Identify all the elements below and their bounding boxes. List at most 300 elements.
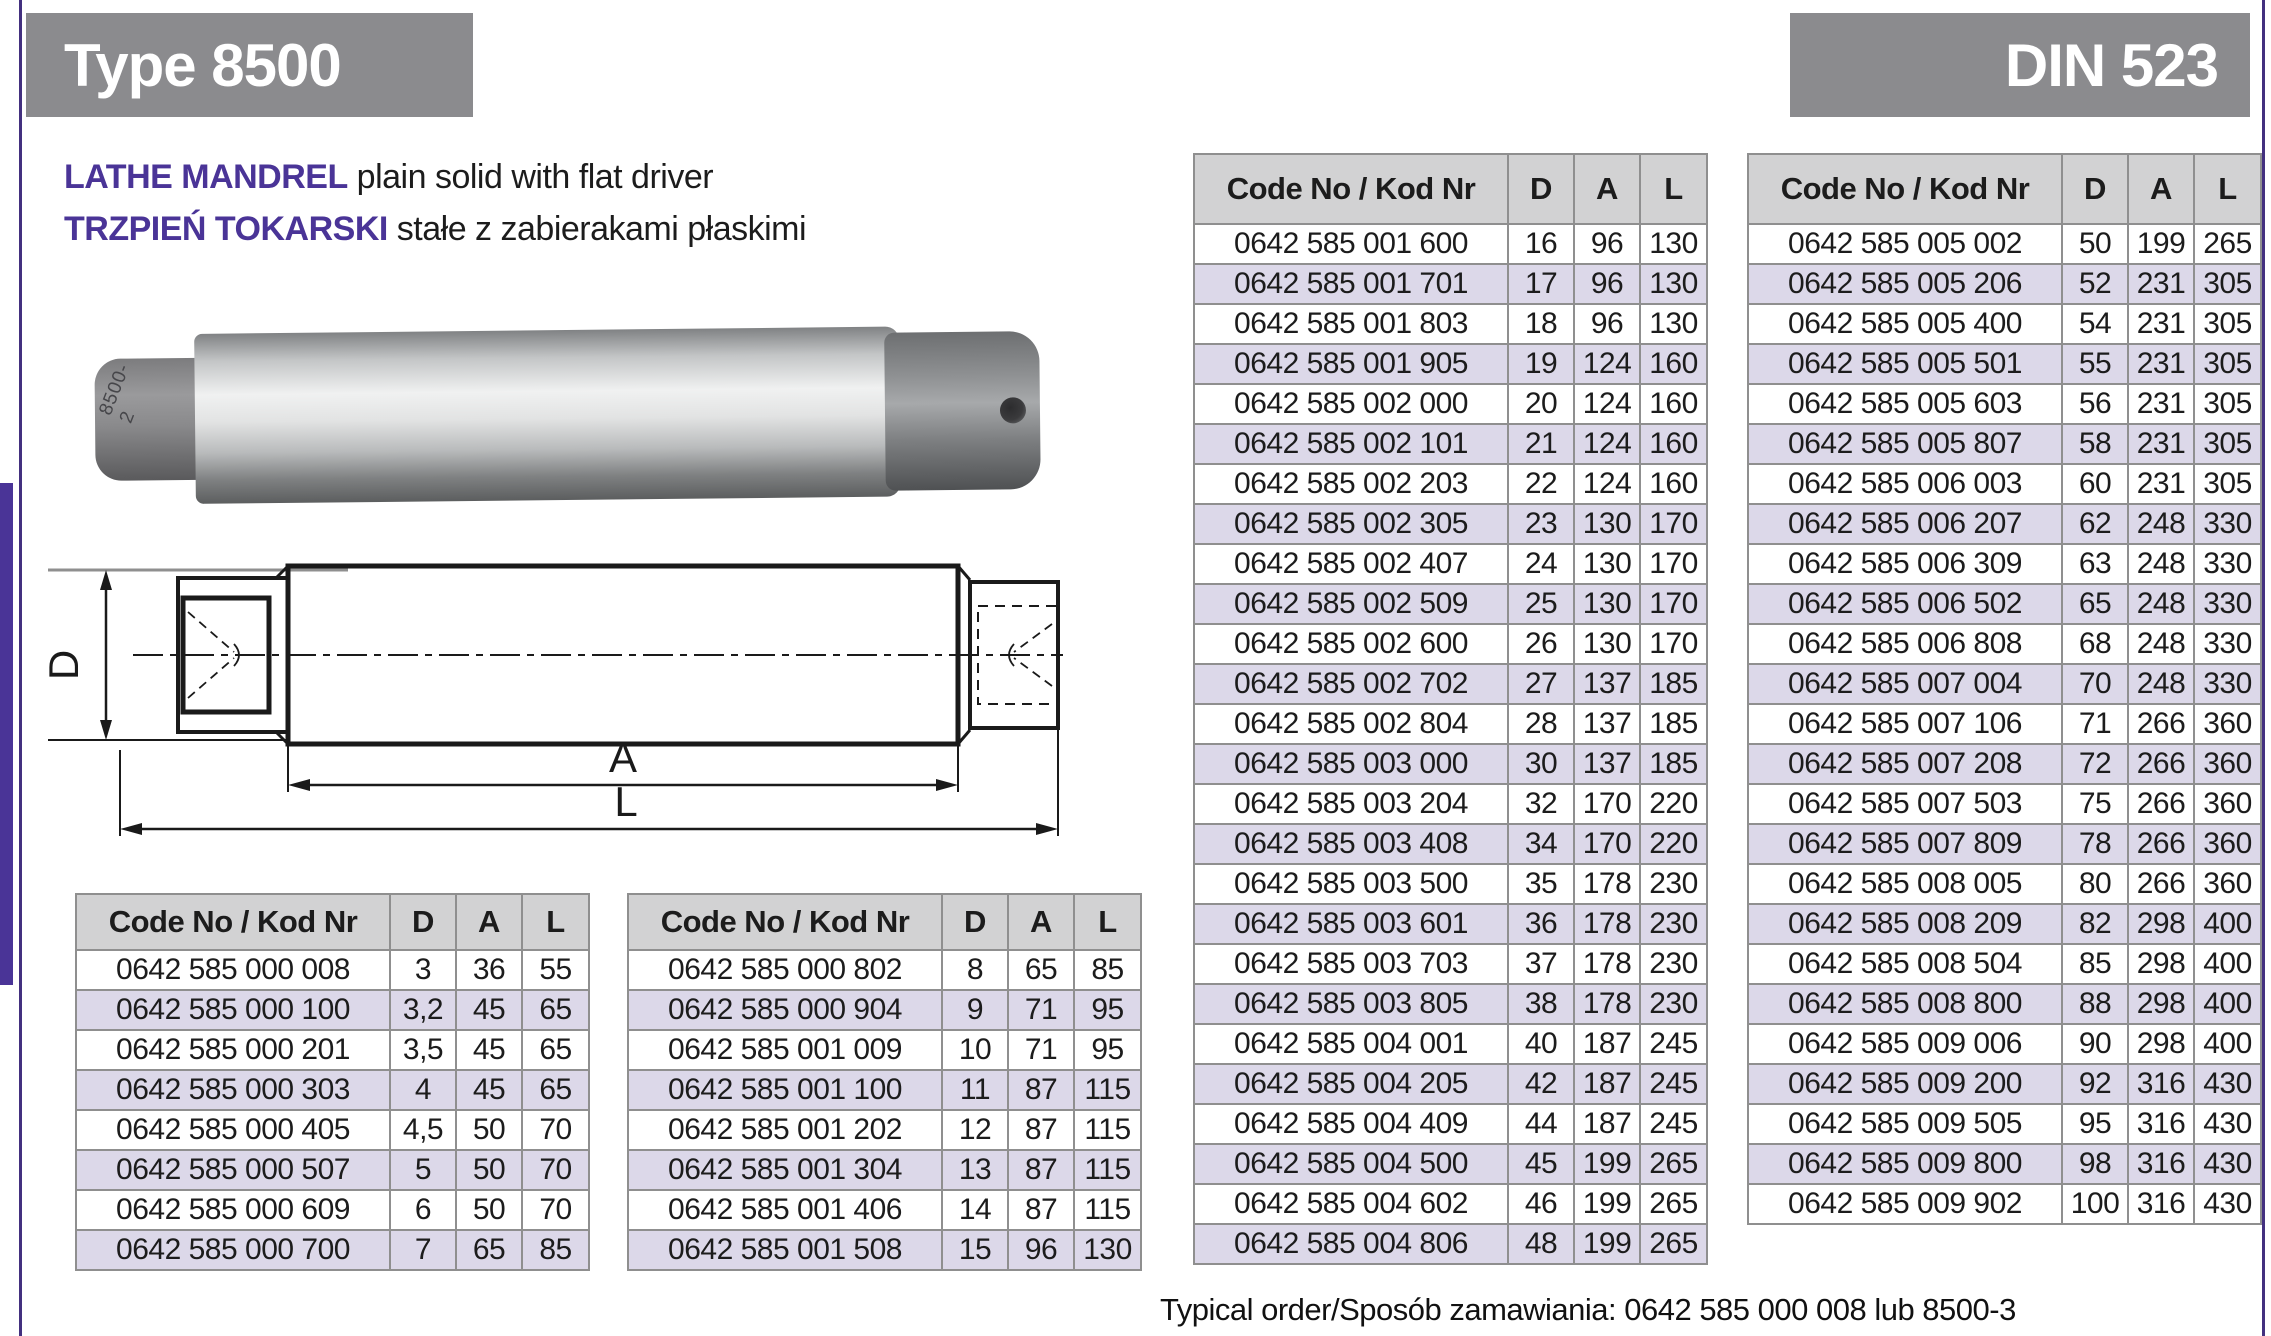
table-cell-code: 0642 585 004 806 [1194,1224,1508,1264]
table-cell-a: 248 [2128,584,2194,624]
table-cell-l: 170 [1640,544,1707,584]
table-cell-a: 124 [1574,424,1640,464]
table-cell-code: 0642 585 005 603 [1748,384,2062,424]
table-cell-code: 0642 585 007 809 [1748,824,2062,864]
table-cell-l: 330 [2194,624,2261,664]
table-cell-code: 0642 585 009 505 [1748,1104,2062,1144]
table-cell-l: 265 [1640,1224,1707,1264]
table-cell-a: 124 [1574,464,1640,504]
table-row [1748,384,2261,424]
table-cell-a: 87 [1008,1070,1074,1110]
column-header-code: Code No / Kod Nr [1194,154,1508,224]
table-cell-l: 160 [1640,384,1707,424]
table-cell-a: 178 [1574,904,1640,944]
table-row [76,1110,589,1150]
table-cell-a: 187 [1574,1024,1640,1064]
table-cell-l: 95 [1074,990,1141,1030]
table-cell-l: 360 [2194,824,2261,864]
table-row [1748,584,2261,624]
table-row [1194,544,1707,584]
table-cell-d: 95 [2062,1104,2128,1144]
table-cell-l: 360 [2194,864,2261,904]
table-cell-l: 245 [1640,1024,1707,1064]
table-row [628,1190,1141,1230]
column-header-d: D [942,894,1008,950]
table-cell-a: 65 [456,1230,522,1270]
table-row [1194,704,1707,744]
table-cell-a: 45 [456,1030,522,1070]
table-cell-a: 231 [2128,344,2194,384]
table-row [1748,704,2261,744]
table-cell-code: 0642 585 002 000 [1194,384,1508,424]
table-row [1748,824,2261,864]
table-row [1194,864,1707,904]
table-header-row [628,894,1141,950]
table-cell-l: 230 [1640,944,1707,984]
product-title-en [64,158,713,197]
table-row [1194,1024,1707,1064]
table-row [628,1030,1141,1070]
table-cell-a: 124 [1574,384,1640,424]
table-cell-code: 0642 585 001 600 [1194,224,1508,264]
table-cell-d: 4,5 [390,1110,456,1150]
table-row [1194,304,1707,344]
column-header-d: D [2062,154,2128,224]
product-name-en: LATHE MANDREL [64,158,348,196]
table-cell-l: 305 [2194,424,2261,464]
table-header-row [76,894,589,950]
table-cell-l: 265 [2194,224,2261,264]
table-cell-d: 22 [1508,464,1574,504]
table-cell-l: 245 [1640,1104,1707,1144]
table-row [1748,984,2261,1024]
table-cell-l: 160 [1640,424,1707,464]
table-cell-d: 46 [1508,1184,1574,1224]
table-cell-code: 0642 585 006 808 [1748,624,2062,664]
table-cell-code: 0642 585 006 502 [1748,584,2062,624]
table-cell-l: 220 [1640,784,1707,824]
table-cell-code: 0642 585 004 602 [1194,1184,1508,1224]
table-cell-code: 0642 585 000 802 [628,950,942,990]
table-cell-code: 0642 585 000 609 [76,1190,390,1230]
table-cell-l: 95 [1074,1030,1141,1070]
table-row [76,1150,589,1190]
table-cell-l: 115 [1074,1190,1141,1230]
table-cell-l: 170 [1640,584,1707,624]
column-header-d: D [1508,154,1574,224]
table-cell-a: 266 [2128,824,2194,864]
table-cell-l: 85 [1074,950,1141,990]
table-cell-l: 55 [522,950,589,990]
table-cell-l: 160 [1640,464,1707,504]
table-cell-l: 130 [1640,304,1707,344]
table-cell-code: 0642 585 006 309 [1748,544,2062,584]
table-cell-code: 0642 585 007 503 [1748,784,2062,824]
table-cell-code: 0642 585 001 508 [628,1230,942,1270]
table-row [76,990,589,1030]
table-cell-code: 0642 585 008 005 [1748,864,2062,904]
table-cell-a: 137 [1574,744,1640,784]
table-cell-code: 0642 585 004 500 [1194,1144,1508,1184]
table-cell-d: 28 [1508,704,1574,744]
table-cell-d: 88 [2062,984,2128,1024]
column-header-a: A [1008,894,1074,950]
table-cell-a: 130 [1574,504,1640,544]
table-cell-l: 400 [2194,1024,2261,1064]
table-cell-code: 0642 585 004 409 [1194,1104,1508,1144]
table-cell-d: 80 [2062,864,2128,904]
table-cell-a: 316 [2128,1144,2194,1184]
purple-accent-bar [0,483,13,985]
table-cell-d: 36 [1508,904,1574,944]
table-row [1748,744,2261,784]
table-cell-l: 185 [1640,664,1707,704]
table-cell-d: 65 [2062,584,2128,624]
table-cell-a: 137 [1574,664,1640,704]
table-cell-code: 0642 585 002 101 [1194,424,1508,464]
product-desc-en: plain solid with flat driver [347,158,714,196]
table-row [1194,1184,1707,1224]
table-row [1748,944,2261,984]
table-cell-a: 298 [2128,944,2194,984]
table-cell-code: 0642 585 001 905 [1194,344,1508,384]
table-cell-l: 65 [522,1030,589,1070]
table-cell-code: 0642 585 009 800 [1748,1144,2062,1184]
column-header-l: L [1074,894,1141,950]
table-cell-code: 0642 585 002 600 [1194,624,1508,664]
table-cell-code: 0642 585 003 601 [1194,904,1508,944]
table-cell-d: 3,5 [390,1030,456,1070]
table-cell-l: 430 [2194,1184,2261,1224]
table-cell-l: 65 [522,990,589,1030]
table-cell-a: 96 [1574,224,1640,264]
table-cell-code: 0642 585 002 509 [1194,584,1508,624]
table-cell-code: 0642 585 001 406 [628,1190,942,1230]
table-cell-d: 98 [2062,1144,2128,1184]
table-cell-d: 25 [1508,584,1574,624]
table-cell-d: 52 [2062,264,2128,304]
table-cell-a: 130 [1574,624,1640,664]
table-cell-a: 178 [1574,864,1640,904]
table-cell-d: 38 [1508,984,1574,1024]
table-cell-a: 199 [1574,1144,1640,1184]
table-cell-code: 0642 585 003 500 [1194,864,1508,904]
table-cell-a: 298 [2128,904,2194,944]
table-row [1748,1104,2261,1144]
column-header-l: L [522,894,589,950]
table-cell-a: 231 [2128,464,2194,504]
table-cell-code: 0642 585 009 200 [1748,1064,2062,1104]
table-cell-d: 26 [1508,624,1574,664]
table-cell-d: 42 [1508,1064,1574,1104]
table-cell-a: 316 [2128,1104,2194,1144]
table-cell-a: 45 [456,990,522,1030]
table-cell-code: 0642 585 003 000 [1194,744,1508,784]
table-cell-d: 27 [1508,664,1574,704]
table-cell-code: 0642 585 000 303 [76,1070,390,1110]
table-row [1748,1144,2261,1184]
photo-marking: 8500-2 [95,360,140,427]
table-cell-code: 0642 585 006 207 [1748,504,2062,544]
product-title-pl [64,210,806,249]
size-table-4 [1747,153,2262,1225]
table-cell-l: 430 [2194,1104,2261,1144]
column-header-d: D [390,894,456,950]
table-cell-l: 130 [1074,1230,1141,1270]
table-cell-a: 231 [2128,304,2194,344]
table-cell-d: 68 [2062,624,2128,664]
photo-cylinder-body [194,327,901,504]
product-photo [94,325,1041,505]
table-cell-a: 316 [2128,1064,2194,1104]
table-row [1748,664,2261,704]
table-cell-d: 3,2 [390,990,456,1030]
table-row [1194,664,1707,704]
dim-label-l: L [614,778,638,825]
table-cell-l: 160 [1640,344,1707,384]
table-cell-d: 54 [2062,304,2128,344]
table-cell-l: 65 [522,1070,589,1110]
table-header-row [1748,154,2261,224]
table-cell-d: 75 [2062,784,2128,824]
table-cell-d: 11 [942,1070,1008,1110]
table-row [76,1230,589,1270]
table-cell-d: 55 [2062,344,2128,384]
table-cell-d: 62 [2062,504,2128,544]
table-cell-code: 0642 585 001 304 [628,1150,942,1190]
table-cell-code: 0642 585 007 208 [1748,744,2062,784]
table-cell-d: 85 [2062,944,2128,984]
table-cell-a: 199 [1574,1184,1640,1224]
table-cell-l: 230 [1640,864,1707,904]
table-header-row [1194,154,1707,224]
table-cell-code: 0642 585 006 003 [1748,464,2062,504]
table-cell-l: 305 [2194,344,2261,384]
table-cell-code: 0642 585 005 002 [1748,224,2062,264]
table-cell-a: 298 [2128,984,2194,1024]
table-cell-a: 266 [2128,784,2194,824]
table-cell-a: 316 [2128,1184,2194,1224]
table-row [1194,344,1707,384]
table-cell-a: 50 [456,1150,522,1190]
table-cell-a: 87 [1008,1110,1074,1150]
table-cell-l: 230 [1640,984,1707,1024]
table-cell-l: 245 [1640,1064,1707,1104]
table-cell-d: 12 [942,1110,1008,1150]
size-table-3 [1193,153,1708,1265]
table-row [1748,1024,2261,1064]
table-cell-code: 0642 585 000 201 [76,1030,390,1070]
table-cell-l: 430 [2194,1144,2261,1184]
table-cell-code: 0642 585 005 807 [1748,424,2062,464]
table-cell-d: 6 [390,1190,456,1230]
table-cell-d: 58 [2062,424,2128,464]
table-cell-a: 45 [456,1070,522,1110]
table-cell-a: 170 [1574,824,1640,864]
table-cell-a: 130 [1574,584,1640,624]
column-header-a: A [1574,154,1640,224]
table-cell-a: 87 [1008,1190,1074,1230]
table-cell-a: 231 [2128,264,2194,304]
table-row [1194,1104,1707,1144]
table-cell-l: 70 [522,1150,589,1190]
table-row [1748,304,2261,344]
table-cell-d: 5 [390,1150,456,1190]
table-cell-d: 8 [942,950,1008,990]
table-cell-l: 230 [1640,904,1707,944]
table-row [1194,464,1707,504]
table-cell-l: 130 [1640,264,1707,304]
table-cell-code: 0642 585 002 804 [1194,704,1508,744]
table-cell-l: 170 [1640,504,1707,544]
table-row [628,1110,1141,1150]
table-cell-code: 0642 585 002 203 [1194,464,1508,504]
table-cell-d: 23 [1508,504,1574,544]
table-row [76,1070,589,1110]
table-cell-d: 30 [1508,744,1574,784]
table-cell-d: 82 [2062,904,2128,944]
product-name-pl: TRZPIEŃ TOKARSKI [64,210,388,248]
din-label: DIN 523 [2004,31,2218,99]
column-header-a: A [456,894,522,950]
table-cell-l: 400 [2194,944,2261,984]
table-cell-d: 20 [1508,384,1574,424]
table-cell-a: 65 [1008,950,1074,990]
table-cell-code: 0642 585 009 006 [1748,1024,2062,1064]
table-cell-code: 0642 585 003 204 [1194,784,1508,824]
table-cell-code: 0642 585 005 501 [1748,344,2062,384]
table-cell-l: 400 [2194,904,2261,944]
table-cell-l: 70 [522,1190,589,1230]
table-row [1194,264,1707,304]
table-cell-a: 187 [1574,1064,1640,1104]
table-cell-d: 21 [1508,424,1574,464]
table-cell-l: 115 [1074,1070,1141,1110]
table-cell-a: 137 [1574,704,1640,744]
table-cell-code: 0642 585 001 803 [1194,304,1508,344]
table-cell-l: 70 [522,1110,589,1150]
table-cell-l: 305 [2194,264,2261,304]
table-row [1748,424,2261,464]
table-cell-d: 45 [1508,1144,1574,1184]
table-cell-code: 0642 585 004 001 [1194,1024,1508,1064]
column-header-code: Code No / Kod Nr [76,894,390,950]
table-cell-code: 0642 585 003 408 [1194,824,1508,864]
table-cell-a: 178 [1574,944,1640,984]
table-cell-code: 0642 585 000 405 [76,1110,390,1150]
table-cell-l: 185 [1640,704,1707,744]
page-border-left [19,0,22,1336]
table-cell-code: 0642 585 008 800 [1748,984,2062,1024]
table-cell-a: 96 [1574,304,1640,344]
table-cell-code: 0642 585 009 902 [1748,1184,2062,1224]
column-header-a: A [2128,154,2194,224]
table-cell-d: 48 [1508,1224,1574,1264]
product-desc-pl: stałe z zabierakami płaskimi [387,210,807,248]
table-cell-a: 50 [456,1110,522,1150]
table-cell-d: 71 [2062,704,2128,744]
dim-label-a: A [608,734,638,781]
table-cell-code: 0642 585 008 209 [1748,904,2062,944]
table-cell-d: 44 [1508,1104,1574,1144]
table-row [1194,624,1707,664]
table-cell-l: 360 [2194,704,2261,744]
table-cell-d: 19 [1508,344,1574,384]
table-cell-code: 0642 585 005 206 [1748,264,2062,304]
table-cell-d: 34 [1508,824,1574,864]
table-row [76,1030,589,1070]
table-row [1748,544,2261,584]
table-cell-code: 0642 585 001 100 [628,1070,942,1110]
type-header-box [26,13,473,117]
table-row [1194,824,1707,864]
table-cell-a: 199 [2128,224,2194,264]
table-cell-d: 4 [390,1070,456,1110]
table-cell-l: 185 [1640,744,1707,784]
table-row [1194,944,1707,984]
table-cell-code: 0642 585 000 700 [76,1230,390,1270]
table-row [1748,464,2261,504]
table-row [1748,264,2261,304]
table-cell-a: 266 [2128,704,2194,744]
table-cell-d: 60 [2062,464,2128,504]
table-row [1748,1184,2261,1224]
table-cell-d: 9 [942,990,1008,1030]
size-table-2 [627,893,1142,1271]
table-cell-code: 0642 585 008 504 [1748,944,2062,984]
table-cell-d: 24 [1508,544,1574,584]
table-cell-d: 90 [2062,1024,2128,1064]
table-cell-code: 0642 585 007 004 [1748,664,2062,704]
table-row [628,950,1141,990]
table-cell-a: 124 [1574,344,1640,384]
table-row [1194,424,1707,464]
table-cell-d: 40 [1508,1024,1574,1064]
table-row [1194,1224,1707,1264]
table-cell-a: 50 [456,1190,522,1230]
table-cell-l: 170 [1640,624,1707,664]
table-cell-d: 18 [1508,304,1574,344]
column-header-code: Code No / Kod Nr [1748,154,2062,224]
table-row [1194,784,1707,824]
column-header-l: L [1640,154,1707,224]
table-cell-l: 305 [2194,464,2261,504]
table-cell-l: 360 [2194,784,2261,824]
table-cell-code: 0642 585 000 008 [76,950,390,990]
table-row [1748,224,2261,264]
table-cell-d: 72 [2062,744,2128,784]
table-cell-d: 32 [1508,784,1574,824]
table-cell-l: 220 [1640,824,1707,864]
table-cell-d: 15 [942,1230,1008,1270]
table-row [628,1230,1141,1270]
technical-drawing [38,540,1068,840]
table-cell-d: 35 [1508,864,1574,904]
table-cell-a: 130 [1574,544,1640,584]
table-cell-a: 266 [2128,864,2194,904]
table-cell-code: 0642 585 002 305 [1194,504,1508,544]
table-cell-l: 305 [2194,304,2261,344]
table-cell-code: 0642 585 003 703 [1194,944,1508,984]
table-row [1194,224,1707,264]
table-cell-d: 17 [1508,264,1574,304]
table-row [1748,504,2261,544]
table-cell-d: 100 [2062,1184,2128,1224]
table-row [1748,624,2261,664]
table-cell-l: 265 [1640,1144,1707,1184]
table-row [1748,344,2261,384]
table-cell-code: 0642 585 005 400 [1748,304,2062,344]
